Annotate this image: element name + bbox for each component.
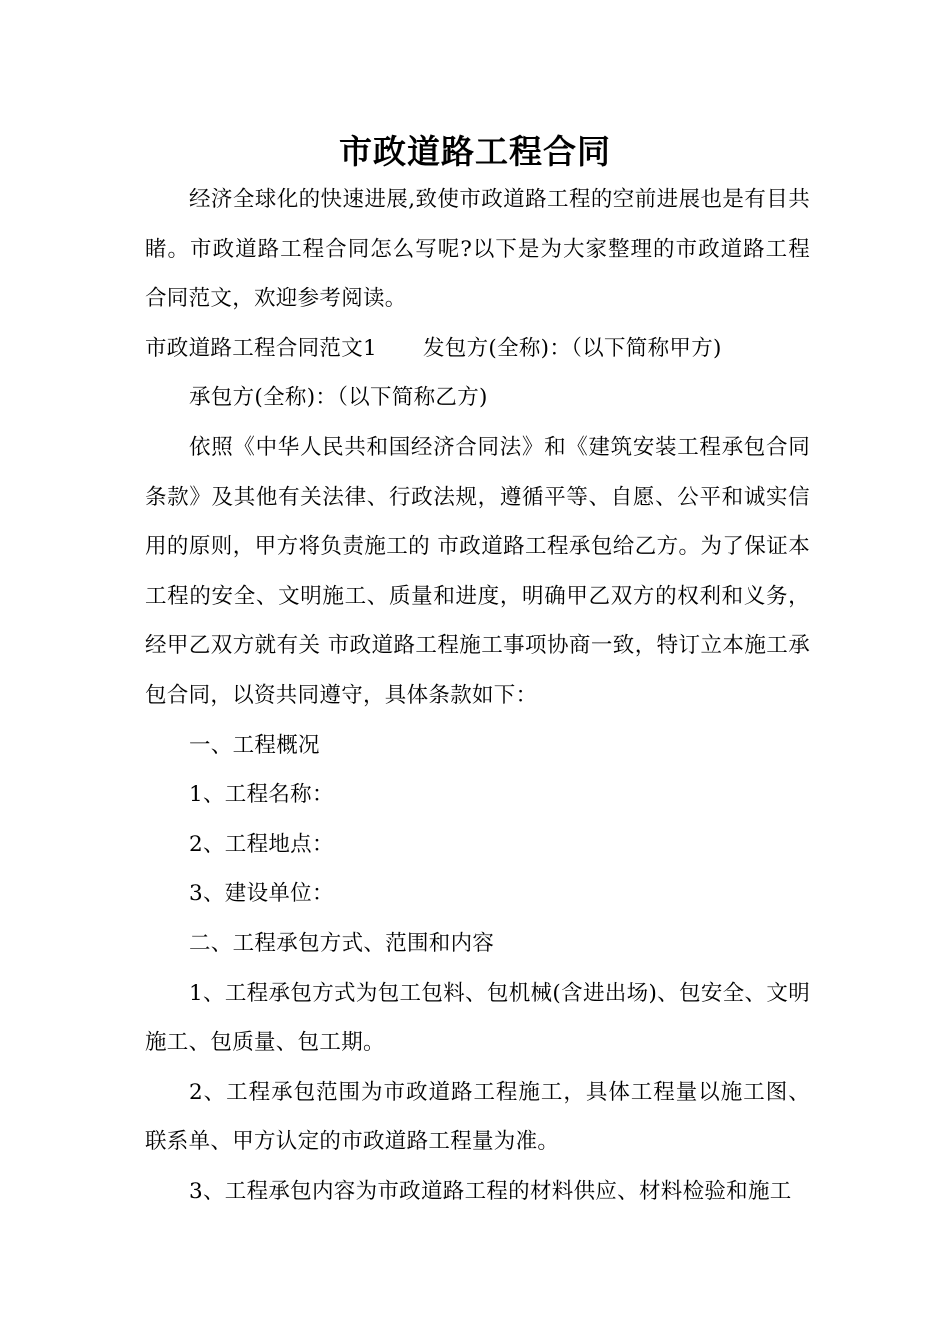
- document-body: [145, 175, 810, 1216]
- document-title: 市政道路工程合同: [339, 132, 611, 171]
- preamble-paragraph: 依照《中华人民共和国经济合同法》和《建筑安装工程承包合同条款》及其他有关法律、行政法规，遵循平等、自愿、公平和诚实信用的原则，甲方将负责施工的 市政道路工程承包给乙方。为了保证本工程的安全、文明施工、质量和进度，明确甲乙双方的权利和义务，经甲乙双方就有关 市政道路工程施工事项协商一致，特订立本施工承包合同，以资共同遵守，具体条款如下：: [145, 434, 810, 708]
- section-heading-1: 一、工程概况: [189, 732, 320, 758]
- contract-method-item: 1、工程承包方式为包工包料、包机械(含进出场)、包安全、文明施工、包质量、包工期。: [145, 980, 810, 1056]
- section-heading-2: 二、工程承包方式、范围和内容: [189, 930, 495, 956]
- party-b-line: 承包方(全称)：（以下简称乙方): [189, 385, 488, 411]
- construction-unit-item: 3、建设单位：: [189, 881, 334, 907]
- party-a-line: 发包方(全称)：（以下简称甲方): [422, 335, 722, 361]
- project-location-item: 2、工程地点：: [189, 831, 334, 857]
- sample-heading: 市政道路工程合同范文1: [145, 335, 377, 361]
- project-name-item: 1、工程名称：: [189, 782, 334, 808]
- sample-heading-line: [145, 324, 810, 374]
- intro-paragraph: 经济全球化的快速进展,致使市政道路工程的空前进展也是有目共睹。市政道路工程合同怎么写呢?以下是为大家整理的市政道路工程合同范文，欢迎参考阅读。: [145, 187, 810, 312]
- contract-scope-item: 2、工程承包范围为市政道路工程施工，具体工程量以施工图、联系单、甲方认定的市政道路工程量为准。: [145, 1079, 810, 1155]
- contract-content-item: 3、工程承包内容为市政道路工程的材料供应、材料检验和施工: [189, 1178, 792, 1204]
